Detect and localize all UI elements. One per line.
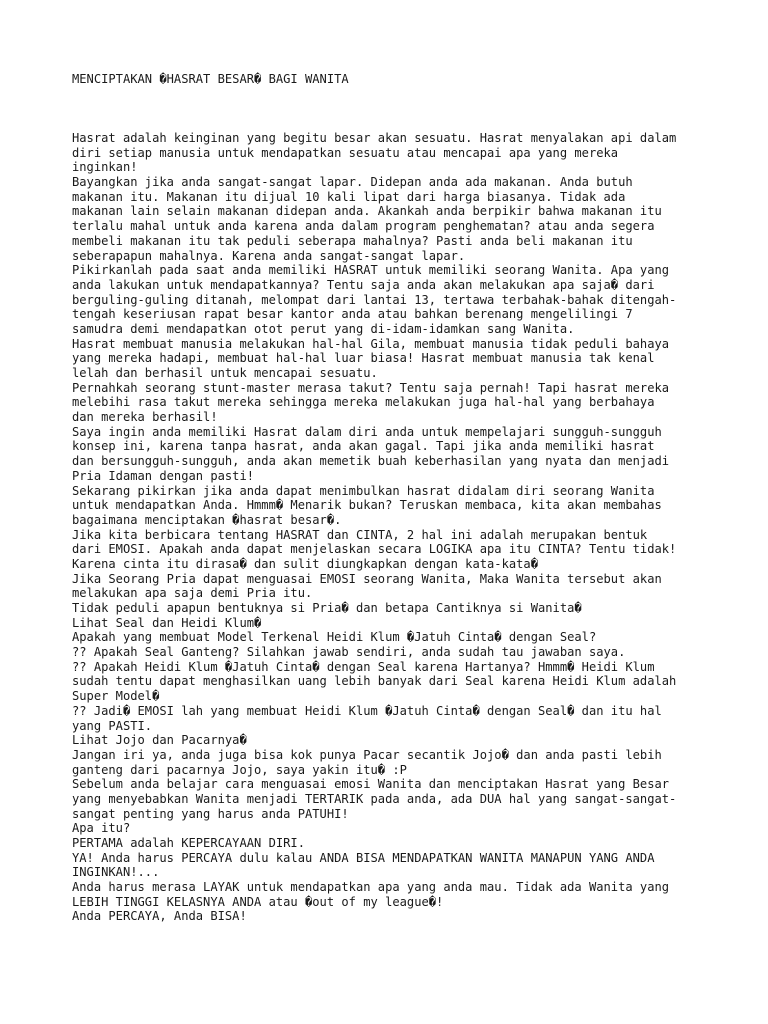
- text-line: samudra demi mendapatkan otot perut yang di-idam-idamkan sang Wanita.: [72, 321, 575, 336]
- text-line: makanan itu. Makanan itu dijual 10 kali lipat dari harga biasanya. Tidak ada: [72, 189, 626, 204]
- text-line: melakukan apa saja demi Pria itu.: [72, 586, 313, 601]
- text-line: Saya ingin anda memiliki Hasrat dalam diri anda untuk mempelajari sungguh-sungguh: [72, 424, 662, 439]
- text-line: Tidak peduli apapun bentuknya si Pria� dan betapa Cantiknya si Wanita�: [72, 601, 582, 615]
- text-line: Karena cinta itu dirasa� dan sulit diungkapkan dengan kata-kata�: [72, 556, 538, 571]
- text-line: Bayangkan jika anda sangat-sangat lapar. Didepan anda ada makanan. Anda butuh: [72, 175, 633, 190]
- text-line: Anda PERCAYA, Anda BISA!: [72, 909, 247, 924]
- text-line: melebihi rasa takut mereka sehingga mereka melakukan juga hal-hal yang berbahaya: [72, 395, 655, 410]
- text-line: Hasrat membuat manusia melakukan hal-hal Gila, membuat manusia tidak peduli bahaya: [72, 336, 670, 351]
- text-line: dan bersungguh-sungguh, anda akan memetik buah keberhasilan yang nyata dan menjadi: [72, 454, 670, 469]
- text-line: makanan lain selain makanan didepan anda. Akankah anda berpikir bahwa makanan itu: [72, 204, 662, 219]
- text-line: Jika Seorang Pria dapat menguasai EMOSI seorang Wanita, Maka Wanita tersebut akan: [72, 571, 662, 586]
- text-line: YA! Anda harus PERCAYA dulu kalau ANDA BISA MENDAPATKAN WANITA MANAPUN YANG ANDA: [72, 850, 655, 865]
- text-line: Apakah yang membuat Model Terkenal Heidi Klum �Jatuh Cinta� dengan Seal?: [72, 630, 597, 645]
- document-title: MENCIPTAKAN �HASRAT BESAR� BAGI WANITA: [72, 72, 349, 86]
- text-line: bagaimana menciptakan �hasrat besar�.: [72, 512, 342, 527]
- text-line: Super Model�: [72, 689, 160, 704]
- document-page: [72, 0, 712, 1024]
- text-line: ?? Apakah Heidi Klum �Jatuh Cinta� dengan Seal karena Hartanya? Hmmm� Heidi Klum: [72, 659, 655, 674]
- text-line: PERTAMA adalah KEPERCAYAAN DIRI.: [72, 836, 305, 850]
- text-line: Anda harus merasa LAYAK untuk mendapatkan apa yang anda mau. Tidak ada Wanita yang: [72, 880, 670, 895]
- text-line: Jangan iri ya, anda juga bisa kok punya Pacar secantik Jojo� dan anda pasti lebih: [72, 747, 662, 762]
- document-body: [72, 131, 712, 924]
- text-line: Lihat Seal dan Heidi Klum�: [72, 615, 262, 630]
- text-line: INGINKAN!...: [72, 865, 160, 880]
- text-line: Pernahkah seorang stunt-master merasa takut? Tentu saja pernah! Tapi hasrat mereka: [72, 380, 670, 395]
- text-line: lelah dan berhasil untuk mencapai sesuatu.: [72, 366, 378, 380]
- text-line: anda lakukan untuk mendapatkannya? Tentu saja anda akan melakukan apa saja� dari: [72, 277, 655, 292]
- text-line: Hasrat adalah keinginan yang begitu besar akan sesuatu. Hasrat menyalakan api dalam: [72, 131, 677, 145]
- text-line: membeli makanan itu tak peduli seberapa mahalnya? Pasti anda beli makanan itu: [72, 233, 633, 248]
- text-line: ganteng dari pacarnya Jojo, saya yakin itu� :P: [72, 762, 407, 777]
- text-line: yang menyebabkan Wanita menjadi TERTARIK pada anda, ada DUA hal yang sangat-sangat-: [72, 791, 677, 806]
- text-line: dari EMOSI. Apakah anda dapat menjelaskan secara LOGIKA apa itu CINTA? Tentu tidak!: [72, 542, 677, 557]
- text-line: ?? Jadi� EMOSI lah yang membuat Heidi Klum �Jatuh Cinta� dengan Seal� dan itu hal: [72, 703, 662, 718]
- text-line: Lihat Jojo dan Pacarnya�: [72, 733, 247, 748]
- text-line: Apa itu?: [72, 821, 131, 836]
- text-line: diri setiap manusia untuk mendapatkan sesuatu atau mencapai apa yang mereka: [72, 145, 619, 160]
- text-line: dan mereka berhasil!: [72, 410, 218, 425]
- text-line: Jika kita berbicara tentang HASRAT dan CINTA, 2 hal ini adalah merupakan bentuk: [72, 527, 648, 542]
- text-line: ?? Apakah Seal Ganteng? Silahkan jawab sendiri, anda sudah tau jawaban saya.: [72, 645, 626, 660]
- text-line: terlalu mahal untuk anda karena anda dalam program penghematan? atau anda segera: [72, 219, 655, 234]
- text-line: berguling-guling ditanah, melompat dari lantai 13, tertawa terbahak-bahak ditengah-: [72, 292, 677, 307]
- text-line: inginkan!: [72, 160, 138, 175]
- text-line: Pria Idaman dengan pasti!: [72, 468, 255, 483]
- text-line: Sebelum anda belajar cara menguasai emosi Wanita dan menciptakan Hasrat yang Besar: [72, 777, 670, 792]
- text-line: Pikirkanlah pada saat anda memiliki HASRAT untuk memiliki seorang Wanita. Apa yang: [72, 263, 670, 278]
- text-line: konsep ini, karena tanpa hasrat, anda akan gagal. Tapi jika anda memiliki hasrat: [72, 439, 655, 454]
- text-line: LEBIH TINGGI KELASNYA ANDA atau �out of my league�!: [72, 894, 444, 909]
- text-line: yang PASTI.: [72, 718, 153, 733]
- text-line: sudah tentu dapat menghasilkan uang lebih banyak dari Seal karena Heidi Klum adalah: [72, 674, 677, 689]
- text-line: seberapapun mahalnya. Karena anda sangat-sangat lapar.: [72, 248, 466, 263]
- text-line: untuk mendapatkan Anda. Hmmm� Menarik bukan? Teruskan membaca, kita akan membahas: [72, 498, 662, 513]
- text-line: tengah keseriusan rapat besar kantor anda atau bahkan berenang mengelilingi 7: [72, 307, 633, 322]
- text-line: Sekarang pikirkan jika anda dapat menimbulkan hasrat didalam diri seorang Wanita: [72, 483, 655, 498]
- text-line: sangat penting yang harus anda PATUHI!: [72, 806, 349, 821]
- text-line: yang mereka hadapi, membuat hal-hal luar biasa! Hasrat membuat manusia tak kenal: [72, 351, 655, 366]
